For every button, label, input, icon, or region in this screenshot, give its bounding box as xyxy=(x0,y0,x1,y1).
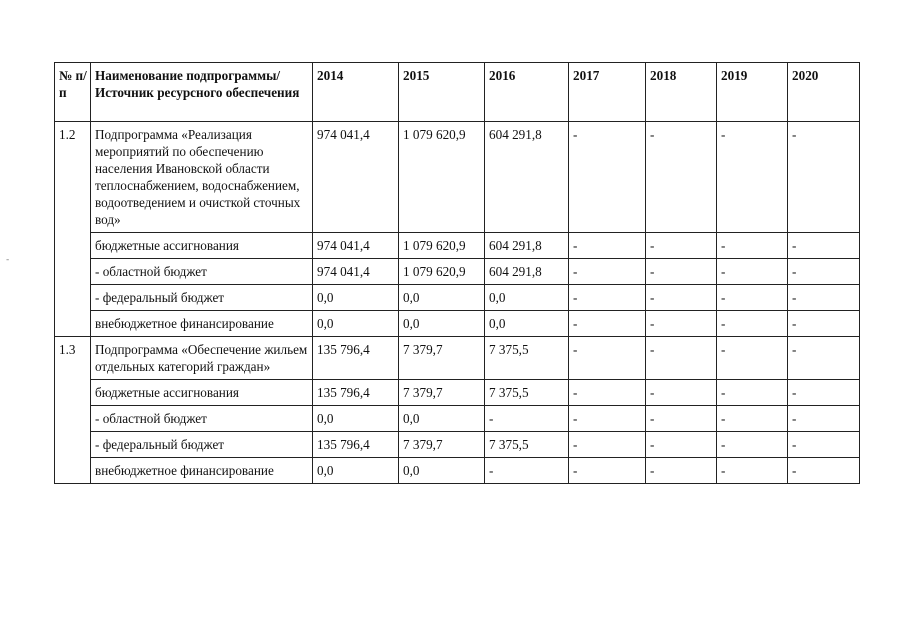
value-cell: 0,0 xyxy=(485,311,569,337)
value-cell: - xyxy=(569,432,646,458)
value-cell: - xyxy=(646,380,717,406)
value-cell: 135 796,4 xyxy=(313,432,399,458)
value-cell: - xyxy=(569,406,646,432)
value-cell: - xyxy=(569,311,646,337)
value-cell: - xyxy=(646,122,717,233)
funding-source-label: бюджетные ассигнования xyxy=(91,380,313,406)
value-cell: 604 291,8 xyxy=(485,122,569,233)
header-year: 2014 xyxy=(313,63,399,122)
value-cell: - xyxy=(646,406,717,432)
value-cell: - xyxy=(717,285,788,311)
value-cell: 0,0 xyxy=(313,406,399,432)
value-cell: 974 041,4 xyxy=(313,259,399,285)
row-number: 1.2 xyxy=(55,122,91,337)
value-cell: - xyxy=(788,285,860,311)
value-cell: 0,0 xyxy=(399,406,485,432)
value-cell: - xyxy=(485,458,569,484)
value-cell: - xyxy=(717,122,788,233)
value-cell: - xyxy=(646,432,717,458)
value-cell: 1 079 620,9 xyxy=(399,233,485,259)
value-cell: 0,0 xyxy=(399,311,485,337)
funding-row xyxy=(55,233,860,259)
funding-row xyxy=(55,259,860,285)
row-number: 1.3 xyxy=(55,337,91,484)
value-cell: 7 375,5 xyxy=(485,337,569,380)
value-cell: - xyxy=(788,259,860,285)
value-cell: - xyxy=(646,233,717,259)
funding-source-label: - областной бюджет xyxy=(91,259,313,285)
value-cell: - xyxy=(717,259,788,285)
value-cell: 604 291,8 xyxy=(485,233,569,259)
value-cell: - xyxy=(717,458,788,484)
value-cell: 7 379,7 xyxy=(399,380,485,406)
value-cell: 7 379,7 xyxy=(399,432,485,458)
value-cell: - xyxy=(569,233,646,259)
subprogram-row xyxy=(55,337,860,380)
value-cell: - xyxy=(569,122,646,233)
value-cell: 0,0 xyxy=(485,285,569,311)
header-year: 2016 xyxy=(485,63,569,122)
header-year: 2018 xyxy=(646,63,717,122)
value-cell: 0,0 xyxy=(399,458,485,484)
value-cell: 604 291,8 xyxy=(485,259,569,285)
value-cell: - xyxy=(646,285,717,311)
value-cell: - xyxy=(717,337,788,380)
value-cell: - xyxy=(788,122,860,233)
value-cell: - xyxy=(569,259,646,285)
value-cell: - xyxy=(788,406,860,432)
header-num: № п/п xyxy=(55,63,91,122)
value-cell: - xyxy=(788,432,860,458)
header-year: 2017 xyxy=(569,63,646,122)
value-cell: 135 796,4 xyxy=(313,380,399,406)
value-cell: 1 079 620,9 xyxy=(399,259,485,285)
margin-mark: - xyxy=(6,255,10,265)
funding-source-label: внебюджетное финансирование xyxy=(91,458,313,484)
header-year: 2019 xyxy=(717,63,788,122)
funding-row xyxy=(55,311,860,337)
value-cell: - xyxy=(788,458,860,484)
value-cell: - xyxy=(646,337,717,380)
funding-source-label: бюджетные ассигнования xyxy=(91,233,313,259)
funding-source-label: внебюджетное финансирование xyxy=(91,311,313,337)
value-cell: 974 041,4 xyxy=(313,233,399,259)
funding-row xyxy=(55,406,860,432)
value-cell: - xyxy=(788,233,860,259)
value-cell: 7 375,5 xyxy=(485,380,569,406)
value-cell: - xyxy=(646,311,717,337)
value-cell: - xyxy=(788,380,860,406)
value-cell: - xyxy=(569,285,646,311)
value-cell: - xyxy=(717,311,788,337)
value-cell: - xyxy=(717,432,788,458)
value-cell: - xyxy=(646,458,717,484)
value-cell: 7 375,5 xyxy=(485,432,569,458)
header-year: 2020 xyxy=(788,63,860,122)
value-cell: 1 079 620,9 xyxy=(399,122,485,233)
funding-source-label: - федеральный бюджет xyxy=(91,432,313,458)
budget-table xyxy=(54,62,860,484)
value-cell: 7 379,7 xyxy=(399,337,485,380)
funding-row xyxy=(55,380,860,406)
value-cell: - xyxy=(646,259,717,285)
value-cell: - xyxy=(788,311,860,337)
header-year: 2015 xyxy=(399,63,485,122)
value-cell: - xyxy=(717,406,788,432)
funding-source-label: - федеральный бюджет xyxy=(91,285,313,311)
funding-source-label: - областной бюджет xyxy=(91,406,313,432)
value-cell: - xyxy=(569,337,646,380)
value-cell: 0,0 xyxy=(313,458,399,484)
subprogram-title: Подпрограмма «Обеспечение жильем отдельных категорий граждан» xyxy=(91,337,313,380)
value-cell: 0,0 xyxy=(313,285,399,311)
value-cell: 0,0 xyxy=(313,311,399,337)
funding-row xyxy=(55,432,860,458)
value-cell: - xyxy=(788,337,860,380)
value-cell: 0,0 xyxy=(399,285,485,311)
table-body xyxy=(55,63,860,484)
funding-row xyxy=(55,458,860,484)
value-cell: 135 796,4 xyxy=(313,337,399,380)
value-cell: - xyxy=(717,233,788,259)
value-cell: - xyxy=(485,406,569,432)
subprogram-title: Подпрограмма «Реализация мероприятий по обеспечению населения Ивановской области теплоснабжением, водоснабжением, водоотведением и очисткой сточных вод» xyxy=(91,122,313,233)
value-cell: - xyxy=(569,458,646,484)
header-row xyxy=(55,63,860,122)
funding-row xyxy=(55,285,860,311)
value-cell: - xyxy=(569,380,646,406)
value-cell: 974 041,4 xyxy=(313,122,399,233)
value-cell: - xyxy=(717,380,788,406)
header-name: Наименование подпрограммы/ Источник ресурсного обеспечения xyxy=(91,63,313,122)
subprogram-row xyxy=(55,122,860,233)
